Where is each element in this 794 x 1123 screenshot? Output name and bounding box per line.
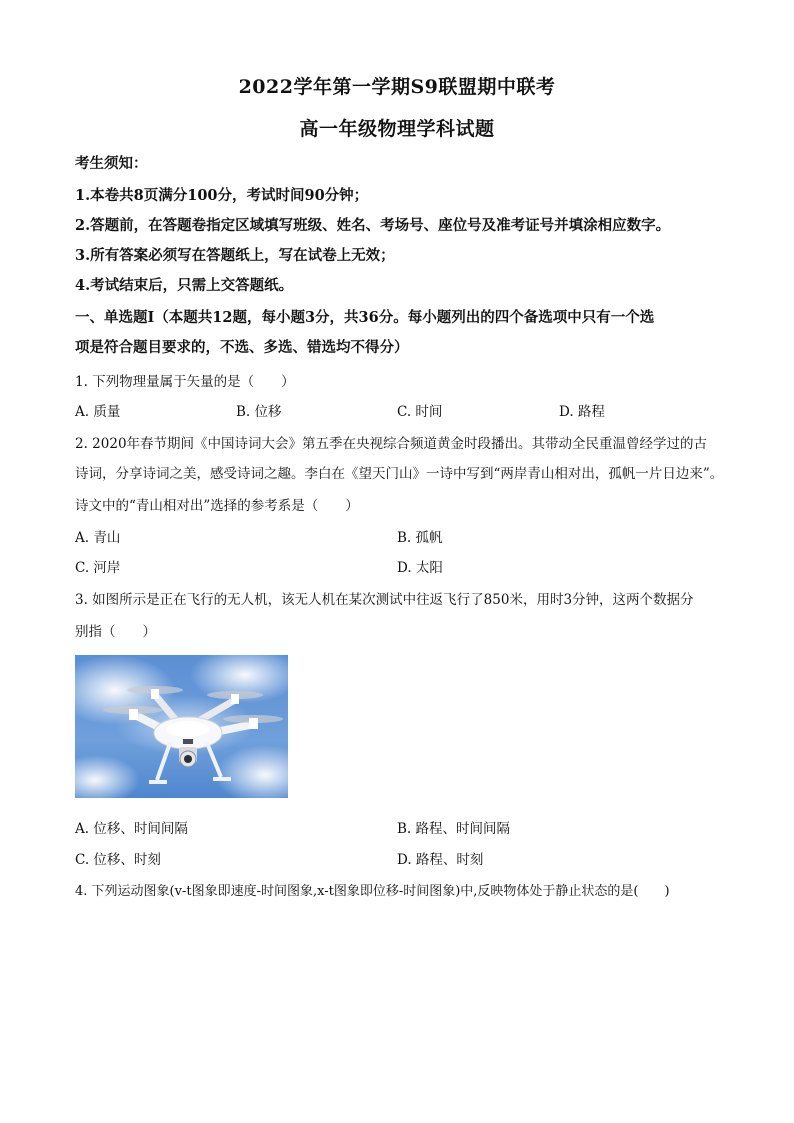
exam-title: 2022学年第一学期S9联盟期中联考 [238,76,556,98]
question-1-option-a: A. 质量 [75,404,121,420]
drone-photo [75,655,288,798]
section-heading-cont: 项是符合题目要求的，不选、多选、错选均不得分） [75,339,409,356]
notice-heading: 考生须知： [75,155,148,172]
question-3-option-a: A. 位移、时间间隔 [75,821,188,837]
question-1-option-b: B. 位移 [236,404,282,420]
question-2-stem-line: 诗词，分享诗词之美，感受诗词之趣。李白在《望天门山》一诗中写到“两岸青山相对出，孤帆一片日边来”。 [75,466,724,482]
question-2-option-b: B. 孤帆 [397,530,443,546]
question-2-option-a: A. 青山 [75,530,121,546]
question-3-stem: 3. 如图所示是正在飞行的无人机，该无人机在某次测试中往返飞行了850米，用时3分钟，这两个数据分 [75,592,694,608]
notice-item: 1.本卷共8页满分100分，考试时间90分钟； [75,187,369,204]
question-4-stem: 4. 下列运动图象(v-t图象即速度-时间图象,x-t图象即位移-时间图象)中,反映物体处于静止状态的是( ) [75,884,670,899]
question-2-option-d: D. 太阳 [397,560,443,576]
question-1-stem: 1. 下列物理量属于矢量的是（ ） [75,374,295,390]
notice-item: 4.考试结束后，只需上交答题纸。 [75,277,294,294]
question-3-option-c: C. 位移、时刻 [75,852,161,868]
notice-item: 3.所有答案必须写在答题纸上，写在试卷上无效； [75,247,395,264]
question-3-option-d: D. 路程、时刻 [397,852,484,868]
exam-subtitle: 高一年级物理学科试题 [299,118,495,140]
drone-illustration [75,655,288,798]
question-1-option-d: D. 路程 [559,404,605,420]
question-3-option-b: B. 路程、时间间隔 [397,821,511,837]
question-1-option-c: C. 时间 [397,404,443,420]
notice-item: 2.答题前，在答题卷指定区域填写班级、姓名、考场号、座位号及准考证号并填涂相应数字。 [75,217,671,234]
section-heading: 一、单选题Ⅰ（本题共12题，每小题3分，共36分。每小题列出的四个备选项中只有一个选 [75,309,655,326]
question-2-stem: 2. 2020年春节期间《中国诗词大会》第五季在央视综合频道黄金时段播出。其带动全民重温曾经学过的古 [75,436,708,452]
question-2-option-c: C. 河岸 [75,560,121,576]
question-2-stem-line: 诗文中的“青山相对出”选择的参考系是（ ） [75,498,359,514]
question-3-stem-line: 别指（ ） [75,624,156,640]
